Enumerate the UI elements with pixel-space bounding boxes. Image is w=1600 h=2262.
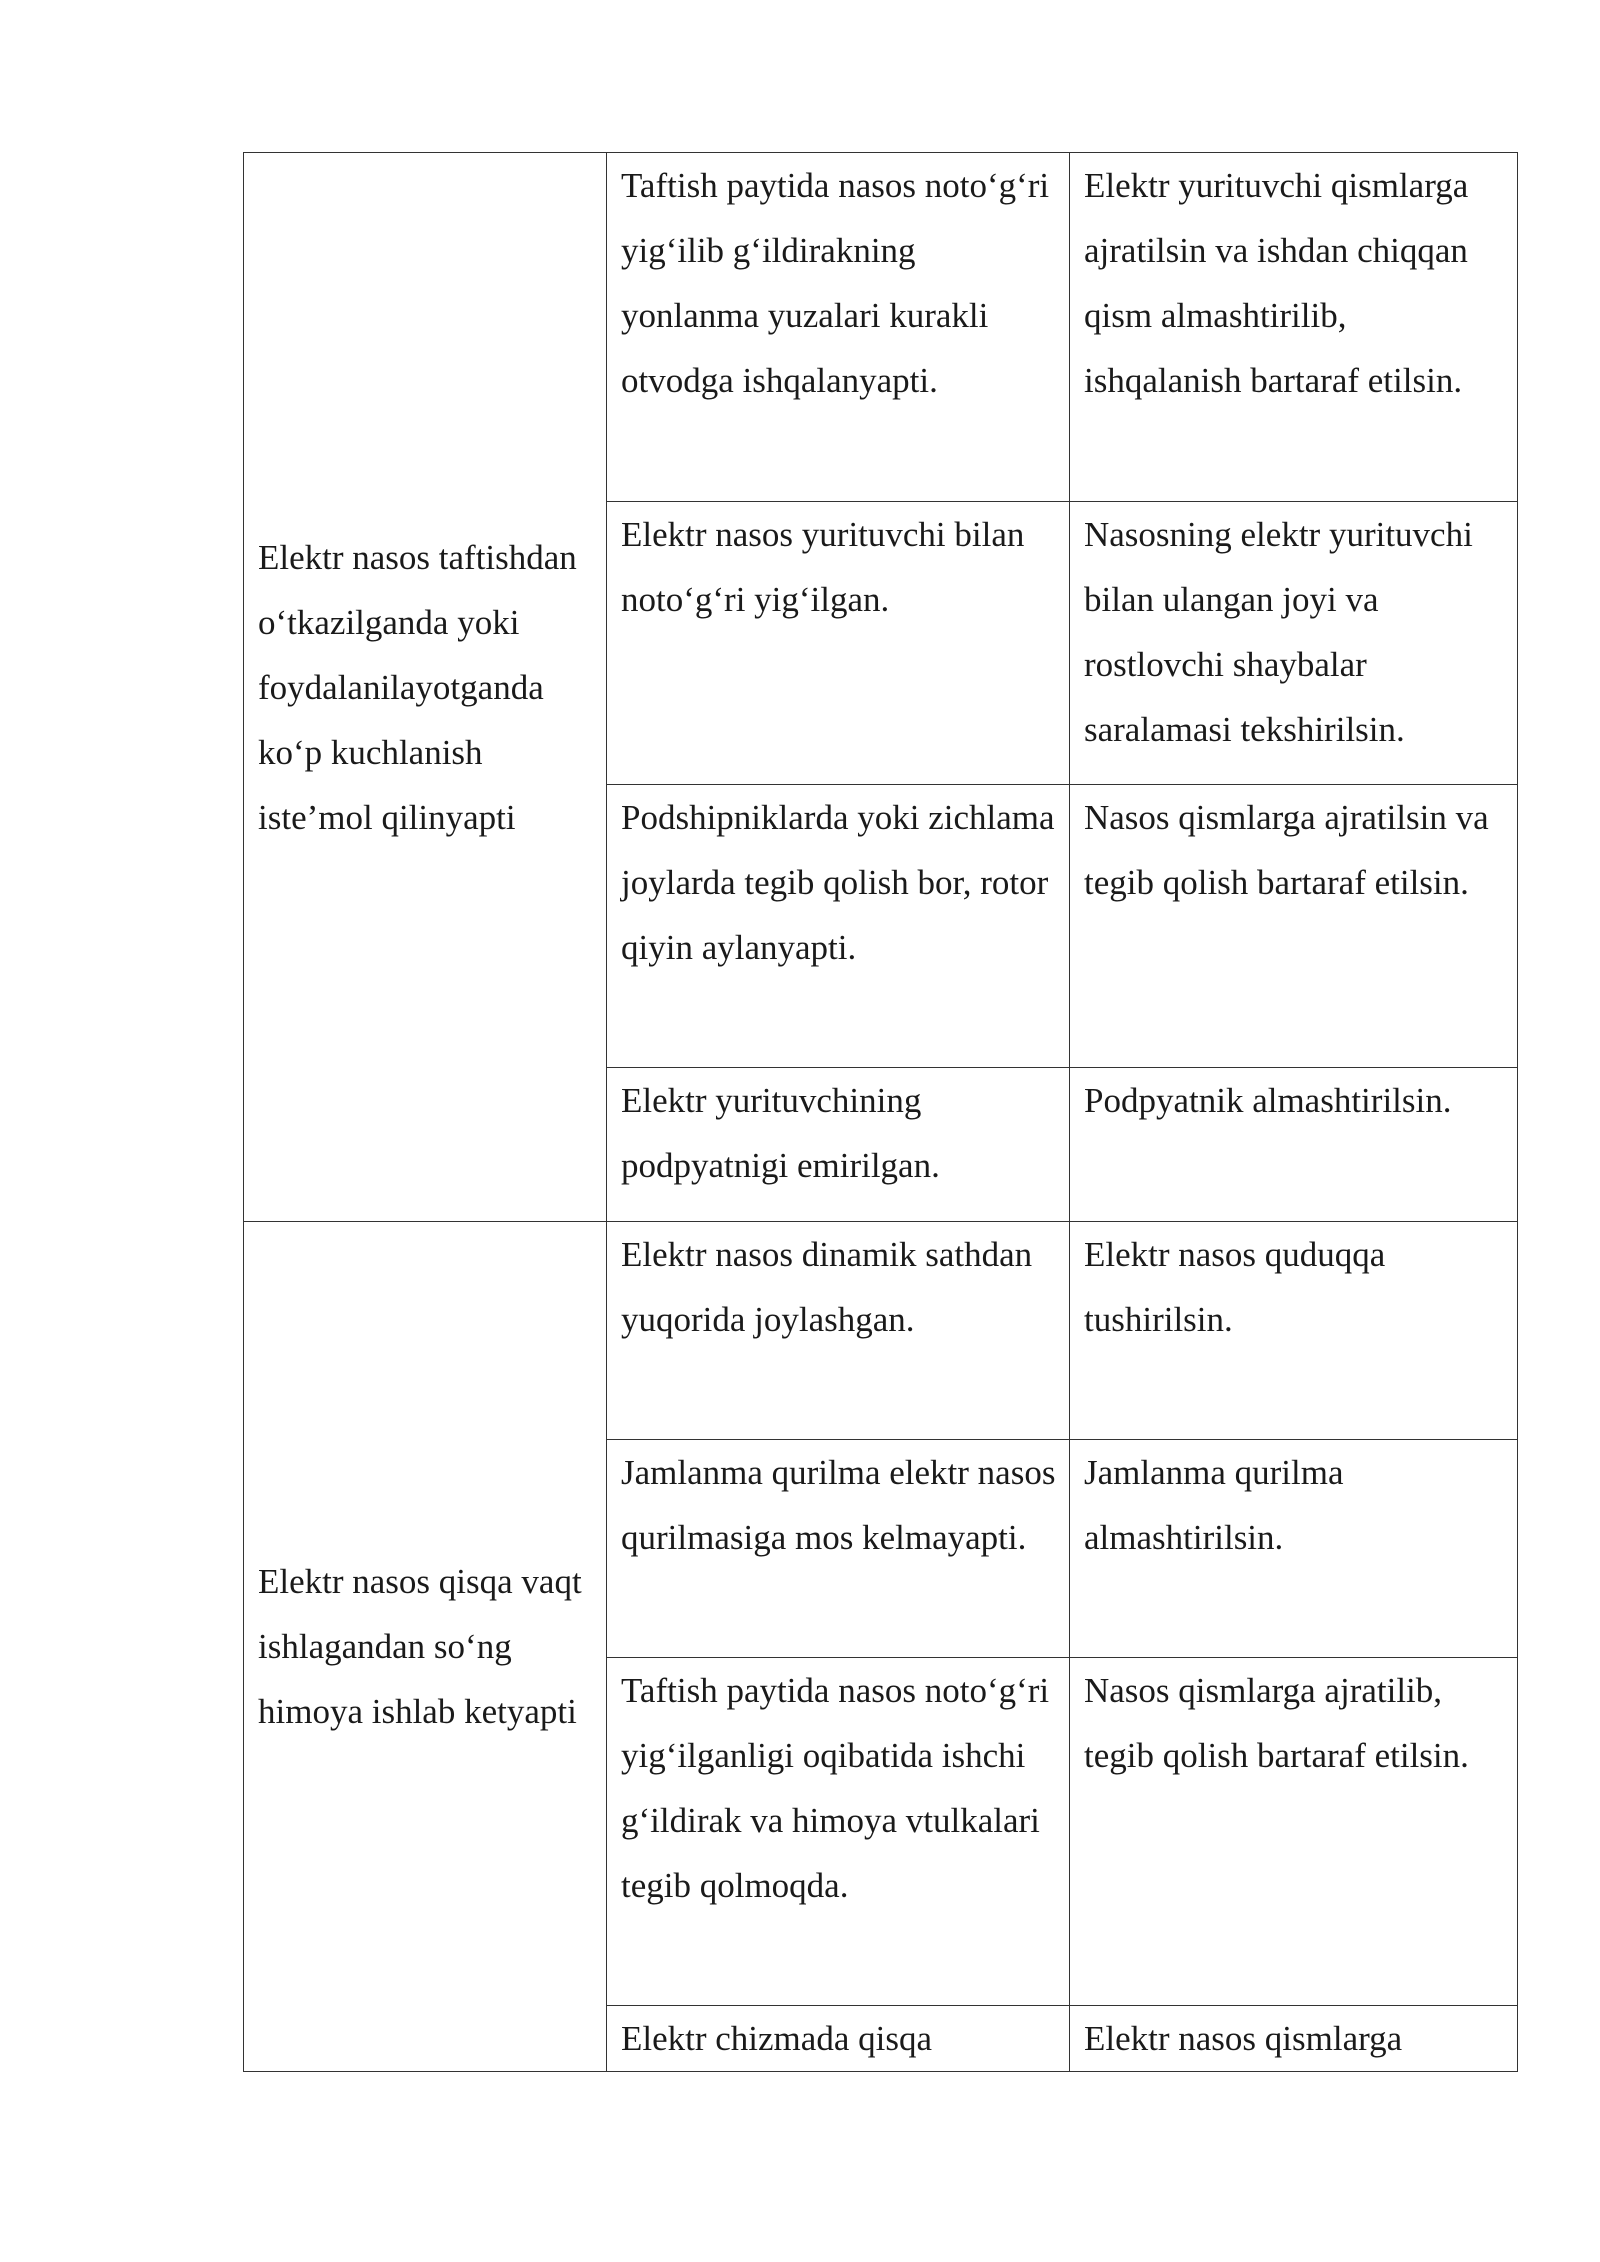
cause-text: Taftish paytida nasos noto‘g‘ri yig‘ilib g‘ildirakning yonlanma yuzalari kurakli otvodga ishqalanyapti. bbox=[621, 166, 1050, 400]
remedy-cell bbox=[1070, 2006, 1518, 2072]
cause-text: Elektr yurituvchining podpyatnigi emirilgan. bbox=[621, 1081, 940, 1185]
remedy-text: Nasos qismlarga ajratilib, tegib qolish bartaraf etilsin. bbox=[1084, 1671, 1469, 1775]
symptom-text: Elektr nasos qisqa vaqt ishlagandan so‘ng himoya ishlab ketyapti bbox=[258, 1562, 582, 1731]
cause-cell bbox=[607, 1068, 1070, 1222]
cause-cell bbox=[607, 2006, 1070, 2072]
remedy-cell bbox=[1070, 785, 1518, 1068]
remedy-cell bbox=[1070, 1440, 1518, 1658]
cause-text: Jamlanma qurilma elektr nasos qurilmasiga mos kelmayapti. bbox=[621, 1453, 1056, 1557]
remedy-text: Elektr nasos quduqqa tushirilsin. bbox=[1084, 1235, 1386, 1339]
cause-cell bbox=[607, 502, 1070, 785]
symptom-text: Elektr nasos taftishdan o‘tkazilganda yoki foydalanilayotganda ko‘p kuchlanish iste’mol qilinyapti bbox=[258, 537, 577, 837]
cause-text: Podshipniklarda yoki zichlama joylarda tegib qolish bor, rotor qiyin aylanyapti. bbox=[621, 798, 1055, 967]
cause-cell bbox=[607, 153, 1070, 502]
cause-cell bbox=[607, 1440, 1070, 1658]
cause-cell bbox=[607, 1222, 1070, 1440]
remedy-cell bbox=[1070, 153, 1518, 502]
remedy-text: Jamlanma qurilma almashtirilsin. bbox=[1084, 1453, 1344, 1557]
cause-text: Elektr nasos yurituvchi bilan noto‘g‘ri yig‘ilgan. bbox=[621, 515, 1025, 619]
cause-cell bbox=[607, 1658, 1070, 2006]
remedy-text: Nasosning elektr yurituvchi bilan ulangan joyi va rostlovchi shaybalar saralamasi tekshirilsin. bbox=[1084, 515, 1473, 749]
remedy-text: Nasos qismlarga ajratilsin va tegib qolish bartaraf etilsin. bbox=[1084, 798, 1489, 902]
remedy-cell bbox=[1070, 1068, 1518, 1222]
table-row bbox=[244, 153, 1518, 502]
cause-cell bbox=[607, 785, 1070, 1068]
cause-text: Elektr chizmada qisqa bbox=[621, 2019, 932, 2058]
remedy-cell bbox=[1070, 1222, 1518, 1440]
remedy-text: Podpyatnik almashtirilsin. bbox=[1084, 1081, 1452, 1120]
fault-table bbox=[243, 152, 1518, 2072]
symptom-cell bbox=[244, 153, 607, 1222]
cause-text: Taftish paytida nasos noto‘g‘ri yig‘ilganligi oqibatida ishchi g‘ildirak va himoya vtulkalari tegib qolmoqda. bbox=[621, 1671, 1050, 1905]
table-row bbox=[244, 1222, 1518, 1440]
remedy-text: Elektr nasos qismlarga bbox=[1084, 2019, 1403, 2058]
remedy-cell bbox=[1070, 1658, 1518, 2006]
symptom-cell bbox=[244, 1222, 607, 2072]
remedy-text: Elektr yurituvchi qismlarga ajratilsin va ishdan chiqqan qism almashtirilib, ishqalanish bartaraf etilsin. bbox=[1084, 166, 1469, 400]
remedy-cell bbox=[1070, 502, 1518, 785]
cause-text: Elektr nasos dinamik sathdan yuqorida joylashgan. bbox=[621, 1235, 1033, 1339]
